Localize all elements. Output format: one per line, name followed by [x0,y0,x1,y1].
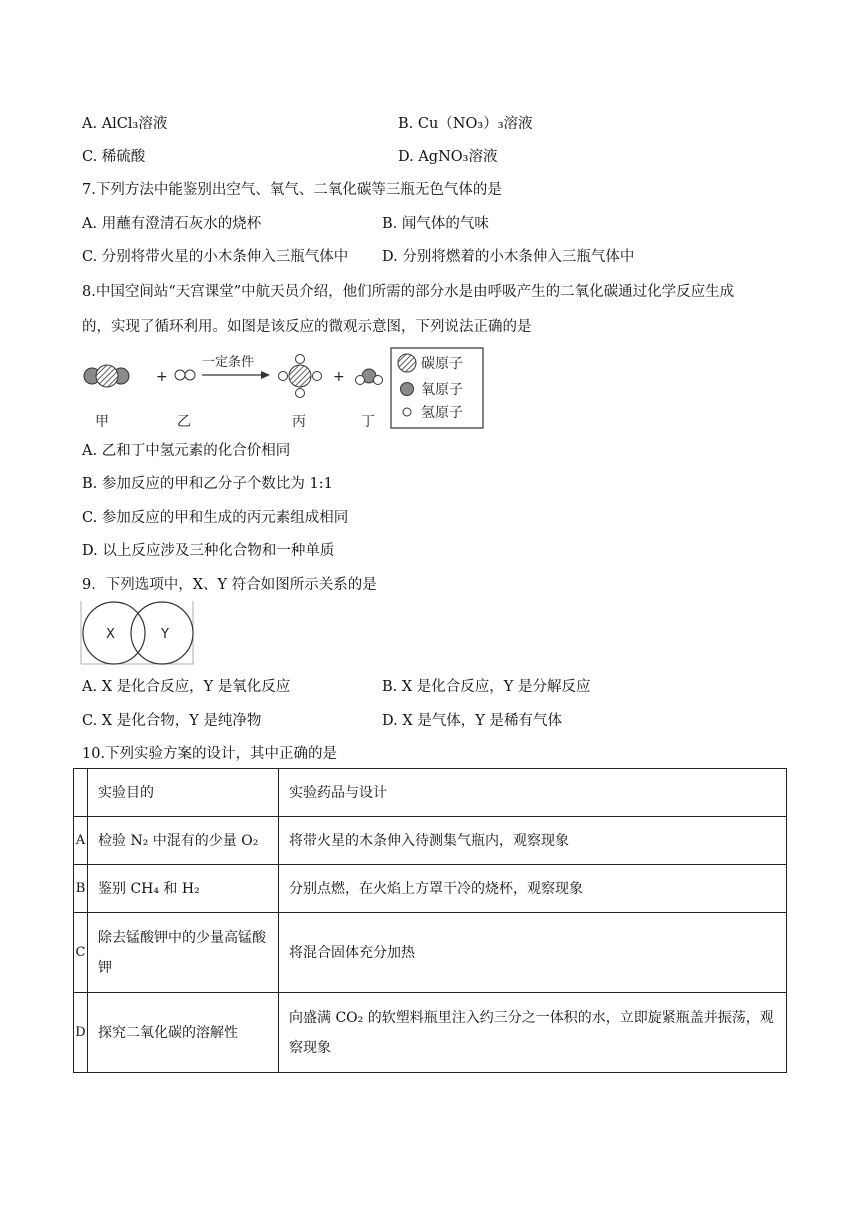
q6-option-d: D. AgNO₃溶液 [398,149,498,165]
legend-oxygen: 氧原子 [421,382,463,398]
q9-option-d: D. X 是气体，Y 是稀有气体 [382,713,562,729]
table-row [74,817,787,865]
reaction-condition: 一定条件 [202,355,255,370]
reaction-microscopic-diagram [80,346,490,432]
header-key [74,769,88,817]
molecule-yi-h2 [175,370,195,380]
venn-label-x: X [106,627,115,642]
table-row [74,913,787,993]
q6-option-a: A. AlCl₃溶液 [82,116,168,132]
header-design: 实验药品与设计 [279,769,787,817]
venn-label-y: Y [161,627,169,642]
q7-option-a: A. 用蘸有澄清石灰水的烧杯 [82,216,262,232]
q9-option-b: B. X 是化合反应，Y 是分解反应 [382,679,591,695]
experiment-table [73,768,787,1073]
plus-sign-1: + [156,369,168,385]
q8-stem-line2: 的，实现了循环利用。如图是该反应的微观示意图，下列说法正确的是 [82,319,532,335]
row-goal: 检验 N₂ 中混有的少量 O₂ [88,817,279,865]
q8-option-a: A. 乙和丁中氢元素的化合价相同 [82,443,291,459]
row-design: 向盛满 CO₂ 的软塑料瓶里注入约三分之一体积的水，立即旋紧瓶盖并振荡，观察现象 [279,993,787,1073]
molecule-jia-co2 [84,365,129,387]
row-goal: 探究二氧化碳的溶解性 [88,993,279,1073]
row-goal: 鉴别 CH₄ 和 H₂ [88,865,279,913]
row-design: 将混合固体充分加热 [279,913,787,993]
molecule-ding-h2o [356,369,383,385]
header-goal: 实验目的 [88,769,279,817]
molecule-bing-ch4 [279,355,322,398]
q8-stem-line1: 8.中国空间站“天宫课堂”中航天员介绍，他们所需的部分水是由呼吸产生的二氧化碳通过化学反应生成 [82,284,735,300]
q7-option-b: B. 闻气体的气味 [382,216,489,232]
table-row [74,993,787,1073]
plus-sign-2: + [333,369,345,385]
legend-carbon: 碳原子 [421,356,463,372]
label-ding: 丁 [361,414,375,430]
label-yi: 乙 [177,414,191,430]
q10-stem: 10.下列实验方案的设计，其中正确的是 [82,746,338,762]
q8-option-c: C. 参加反应的甲和生成的丙元素组成相同 [82,510,349,526]
row-key: B [74,865,88,913]
label-jia: 甲 [95,414,109,430]
legend-hydrogen: 氢原子 [421,405,463,421]
q9-option-a: A. X 是化合反应，Y 是氧化反应 [82,679,291,695]
row-key: D [74,993,88,1073]
row-key: C [74,913,88,993]
row-design: 分别点燃，在火焰上方罩干冷的烧杯，观察现象 [279,865,787,913]
row-design: 将带火星的木条伸入待测集气瓶内，观察现象 [279,817,787,865]
label-bing: 丙 [292,414,306,430]
q8-option-d: D. 以上反应涉及三种化合物和一种单质 [82,543,335,559]
q7-option-c: C. 分别将带火星的小木条伸入三瓶气体中 [82,249,349,265]
q7-option-d: D. 分别将燃着的小木条伸入三瓶气体中 [382,249,635,265]
q9-stem: 9．下列选项中，X、Y 符合如图所示关系的是 [82,577,377,593]
diagram-legend [391,348,483,428]
q8-option-b: B. 参加反应的甲和乙分子个数比为 1:1 [82,476,333,492]
q6-option-c: C. 稀硫酸 [82,149,146,165]
q7-stem: 7.下列方法中能鉴别出空气、氧气、二氧化碳等三瓶无色气体的是 [82,182,502,198]
q9-option-c: C. X 是化合物，Y 是纯净物 [82,713,262,729]
row-key: A [74,817,88,865]
table-row [74,865,787,913]
q6-option-b: B. Cu（NO₃）₃溶液 [398,116,533,132]
reaction-arrow-head [261,371,270,379]
venn-diagram [80,600,196,666]
table-header-row [74,769,787,817]
row-goal: 除去锰酸钾中的少量高锰酸钾 [88,913,279,993]
